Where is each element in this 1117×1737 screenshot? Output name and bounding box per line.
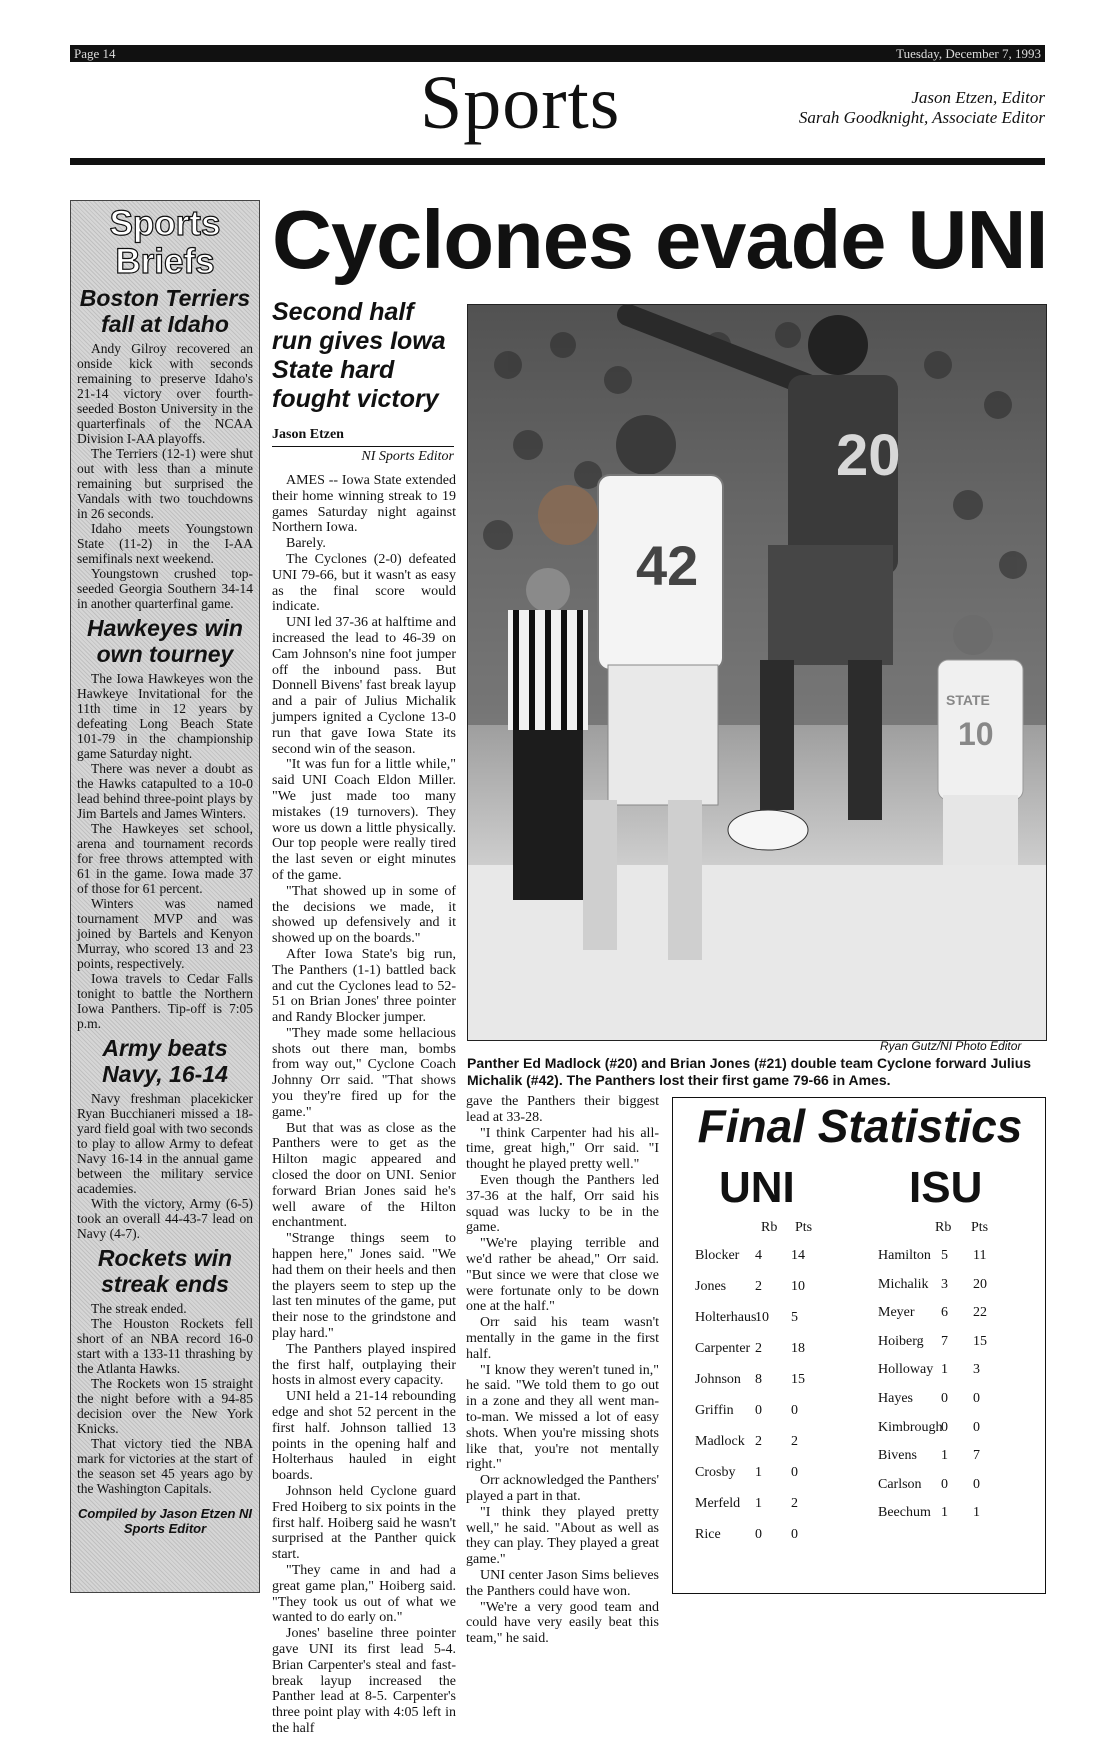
brief-headline: Army beats Navy, 16-14 (102, 1035, 228, 1087)
brief-paragraph: The Hawkeyes set school, arena and tournament records for free throws attempted with 61 in the game. Iowa made 37 of those for 61 percent. (77, 821, 253, 896)
brief-paragraph: There was never a doubt as the Hawks catapulted to a 10-0 lead behind three-point plays by Jim Bartels and James Winters. (77, 761, 253, 821)
brief-headline: Hawkeyes win own tourney (87, 615, 243, 667)
brief-paragraph: The streak ended. (91, 1301, 187, 1316)
story-paragraph: Johnson held Cyclone guard Fred Hoiberg to six points in the first half. Hoiberg said he wasn't surprised at the Panther quick start. (272, 1484, 456, 1563)
team-name-uni: UNI (719, 1163, 795, 1212)
player-rebounds: 2 (755, 1279, 762, 1294)
photo-caption: Panther Ed Madlock (#20) and Brian Jones (#21) double team Cyclone forward Julius Michalik (#42). The Panthers lost their first game 79-66 in Ames. (467, 1055, 1032, 1088)
brief-paragraph: That victory tied the NBA mark for victories at the start of the season set 45 years ago by the Washington Capitals. (77, 1436, 253, 1496)
story-deck: Second half run gives Iowa State hard fought victory (272, 298, 446, 413)
player-name: Carlson (878, 1476, 922, 1492)
player-name: Hayes (878, 1391, 913, 1406)
story-paragraph: "They came in and had a great game plan," Hoiberg said. "They took us out of what we wanted to do early on." (272, 1562, 456, 1626)
story-paragraph: After Iowa State's big run, The Panthers (1-1) battled back and cut the Cyclones lead to 52-51 on Brian Jones' three pointer and Randy Blocker jumper. (272, 946, 456, 1026)
story-paragraph: Barely. (286, 536, 326, 552)
editor-name: Jason Etzen, Editor (911, 88, 1045, 107)
player-name: Rice (695, 1527, 721, 1542)
brief-paragraph: Andy Gilroy recovered an onside kick with seconds remaining to preserve Idaho's 21-14 victory over fourth-seeded Boston University in the quarterfinals of the NCAA Division I-AA playoffs. (77, 341, 253, 446)
brief-paragraph: Youngstown crushed top-seeded Georgia Southern 34-14 in another quarterfinal game. (77, 566, 253, 611)
player-name: Crosby (695, 1465, 736, 1480)
player-name: Madlock (695, 1434, 745, 1449)
sidebar-credit: Compiled by Jason Etzen NI Sports Editor (77, 1506, 253, 1536)
section-title: Sports (420, 61, 621, 145)
brief-paragraph: The Houston Rockets fell short of an NBA record 16-0 start with a 133-11 thrashing by the Atlanta Hawks. (77, 1316, 253, 1376)
brief-paragraph: The Rockets won 15 straight the night before with a 94-85 decision over the New York Knicks. (77, 1376, 253, 1436)
player-rebounds: 10 (755, 1310, 769, 1325)
isu-pts-header: Pts (971, 1220, 989, 1235)
game-photo (467, 304, 1047, 1041)
story-paragraph: "Strange things seem to happen here," Jones said. "We had them on their heels and then the players seem to step up the last ten minutes of the game, put their nose to the grindstone and play hard." (272, 1231, 456, 1342)
brief-headline: Rockets win streak ends (97, 1245, 233, 1297)
player-points: 15 (791, 1372, 805, 1387)
player-rebounds: 0 (941, 1419, 948, 1435)
brief-paragraph: With the victory, Army (6-5) took an overall 44-43-7 lead on Navy (4-7). (77, 1196, 253, 1241)
player-rebounds: 1 (941, 1362, 948, 1378)
story-headline: Cyclones evade UNI (272, 193, 1048, 286)
player-name: Hamilton (878, 1248, 931, 1263)
player-points: 0 (791, 1465, 798, 1480)
jersey-text-state: STATE (946, 692, 990, 708)
story-paragraph: "It was fun for a little while," said UNI Coach Eldon Miller. "We just made too many mistakes (19 turnovers). They wore us down a little physically. Our top people were really tired the last seven or eight minutes of the game. (272, 757, 456, 883)
player-rebounds: 6 (941, 1305, 948, 1321)
player-name: Hoiberg (878, 1333, 924, 1349)
player-points: 10 (791, 1279, 805, 1294)
story-paragraph: The Cyclones (2-0) defeated UNI 79-66, but it wasn't as easy as the final score would indicate. (272, 551, 456, 615)
byline-divider (272, 446, 454, 447)
brief-paragraph: The Iowa Hawkeyes won the Hawkeye Invitational for the 11th time in 12 years by defeating Long Beach State 101-79 in the championship game Saturday night. (77, 671, 253, 761)
player-points: 5 (791, 1310, 798, 1325)
player-name: Jones (695, 1279, 727, 1294)
story-paragraph: AMES -- Iowa State extended their home winning streak to 19 games Saturday night against Northern Iowa. (272, 473, 456, 536)
player-points: 0 (973, 1419, 980, 1435)
isu-rb-header: Rb (935, 1220, 952, 1235)
story-paragraph: "I know they weren't tuned in," he said. "We told them to go out in a zone and they all went man-to-man. We missed a lot of easy shots. When you're missing shots like that, you're not mentally right." (466, 1362, 659, 1473)
player-rebounds: 0 (941, 1391, 948, 1406)
player-name: Merfeld (695, 1496, 741, 1511)
player-rebounds: 4 (755, 1248, 762, 1263)
player-name: Blocker (695, 1248, 740, 1263)
player-rebounds: 0 (755, 1403, 762, 1418)
player-rebounds: 1 (941, 1505, 948, 1521)
story-paragraph: "They made some hellacious shots out there man, bombs from way out," Cyclone Coach Johnny Orr said. "That shows you they're fired up for the game." (272, 1025, 456, 1120)
player-rebounds: 0 (755, 1527, 762, 1542)
editor-credits (799, 88, 1045, 128)
story-paragraph: Even though the Panthers led 37-36 at the half, Orr said his squad was lucky to be in the game. (466, 1172, 659, 1236)
header-rule (70, 158, 1045, 165)
story-paragraph: Orr acknowledged the Panthers' played a part in that. (466, 1473, 659, 1504)
team-name-isu: ISU (909, 1163, 983, 1212)
player-points: 18 (791, 1341, 805, 1356)
player-name: Kimbrough (878, 1419, 943, 1435)
player-points: 2 (791, 1434, 798, 1449)
story-paragraph: "I think they played pretty well," he said. "About as well as they can play. They played a great game." (466, 1504, 659, 1568)
player-rebounds: 8 (755, 1372, 762, 1387)
uni-pts-header: Pts (795, 1220, 813, 1235)
story-byline: Jason Etzen (272, 427, 344, 442)
story-column-1 (272, 473, 456, 1736)
story-paragraph: gave the Panthers their biggest lead at 33-28. (466, 1094, 659, 1125)
story-paragraph: Jones' baseline three pointer gave UNI its first lead 5-4. Brian Carpenter's steal and fast-break layup increased the Panther lead at 8-5. Carpenter's three point play with 4:05 left in the half (272, 1626, 456, 1736)
player-rebounds: 1 (941, 1448, 948, 1464)
player-rebounds: 2 (755, 1434, 762, 1449)
player-points: 14 (791, 1248, 805, 1263)
player-rebounds: 0 (941, 1476, 948, 1492)
story-paragraph: Orr said his team wasn't mentally in the game in the first half. (466, 1315, 659, 1362)
player-points: 0 (973, 1391, 980, 1406)
player-points: 1 (973, 1505, 980, 1521)
story-column-2 (466, 1094, 659, 1647)
player-points: 22 (973, 1305, 987, 1321)
jersey-number-20: 20 (836, 423, 901, 488)
player-name: Johnson (695, 1372, 741, 1387)
jersey-number-10: 10 (958, 716, 994, 752)
player-name: Meyer (878, 1305, 915, 1321)
photo-credit: Ryan Gutz/NI Photo Editor (880, 1039, 1022, 1053)
brief-paragraph: Winters was named tournament MVP and was joined by Bartels and Kenyon Murray, who scored 13 and 23 points, respectively. (77, 896, 253, 971)
story-paragraph: "We're a very good team and could have very easily beat this team," he said. (466, 1599, 659, 1647)
story-paragraph: But that was as close as the Panthers were to get as the Hilton magic appeared and closed the door on UNI. Senior forward Brian Jones said he's well aware of the Hilton enchantment. (272, 1120, 456, 1231)
player-points: 2 (791, 1496, 798, 1511)
sports-briefs-sidebar (70, 200, 260, 1593)
story-paragraph: UNI held a 21-14 rebounding edge and shot 52 percent in the first half. Johnson tallied 13 points in the opening half and Holterhaus hauled in eight boards. (272, 1389, 456, 1484)
final-statistics-box (672, 1097, 1046, 1594)
story-paragraph: "That showed up in some of the decisions we made, it showed up defensively and it showed up on the boards." (272, 883, 456, 947)
player-rebounds: 7 (941, 1333, 948, 1349)
player-rebounds: 5 (941, 1248, 948, 1263)
player-name: Carpenter (695, 1341, 751, 1356)
player-points: 15 (973, 1333, 987, 1349)
issue-date: Tuesday, December 7, 1993 (896, 46, 1041, 61)
player-name: Beechum (878, 1505, 931, 1521)
referee-figure (508, 568, 588, 900)
page-number: Page 14 (74, 46, 116, 61)
player-points: 11 (973, 1248, 987, 1263)
story-paragraph: "We're playing terrible and we'd rather be ahead," Orr said. "But since we were that close we were fortunate only to be down one at the half." (466, 1236, 659, 1315)
player-points: 20 (973, 1276, 987, 1292)
uni-rb-header: Rb (761, 1220, 778, 1235)
player-name: Holterhaus (695, 1310, 757, 1325)
brief-paragraph: The Terriers (12-1) were shut out with less than a minute remaining but surprised the Vandals with two touchdowns in 26 seconds. (77, 446, 253, 521)
associate-editor-name: Sarah Goodknight, Associate Editor (798, 108, 1045, 127)
player-rebounds: 1 (755, 1496, 762, 1511)
brief-paragraph: Iowa travels to Cedar Falls tonight to battle the Northern Iowa Panthers. Tip-off is 7:05 p.m. (77, 971, 253, 1031)
player-points: 3 (973, 1362, 980, 1378)
sidebar-title: Sports Briefs (109, 204, 221, 281)
story-paragraph: UNI center Jason Sims believes the Panthers could have won. (466, 1567, 659, 1599)
brief-headline: Boston Terriers fall at Idaho (79, 285, 251, 337)
player-rebounds: 2 (755, 1341, 762, 1356)
brief-paragraph: Idaho meets Youngstown State (11-2) in the I-AA semifinals next weekend. (77, 521, 253, 566)
player-rebounds: 1 (755, 1465, 762, 1480)
briefs-list (77, 285, 253, 1496)
story-paragraph: UNI led 37-36 at halftime and increased the lead to 46-39 on Cam Johnson's nine foot jumper off the inbound pass. But Donnell Bivens' fast break layup and a pair of Julius Michalik jumpers ignited a Cyclone 13-0 run that gave Iowa State its second win of the season. (272, 615, 456, 757)
page-header-bar (70, 45, 1045, 62)
player-name: Holloway (878, 1362, 934, 1378)
story-paragraph: "I think Carpenter had his all-time, great high," Orr said. "I thought he played pretty well." (466, 1125, 659, 1173)
player-name: Bivens (878, 1448, 917, 1464)
byline-title: NI Sports Editor (361, 449, 454, 464)
player-rebounds: 3 (941, 1276, 948, 1292)
player-points: 7 (973, 1448, 980, 1464)
game-photo-illustration (468, 305, 1046, 1040)
player-name: Griffin (695, 1403, 734, 1418)
brief-paragraph: Navy freshman placekicker Ryan Bucchianeri missed a 18-yard field goal with two seconds to play to allow Army to defeat Navy 16-14 in the annual game between the military service academies. (77, 1091, 253, 1196)
player-name: Michalik (878, 1276, 929, 1292)
stats-title: Final Statistics (697, 1100, 1023, 1152)
story-paragraph: The Panthers played inspired the first half, outplaying their hosts in almost every capacity. (272, 1341, 456, 1389)
jersey-number-42: 42 (636, 534, 699, 597)
player-points: 0 (791, 1403, 798, 1418)
player-points: 0 (791, 1527, 798, 1542)
player-points: 0 (973, 1476, 980, 1492)
